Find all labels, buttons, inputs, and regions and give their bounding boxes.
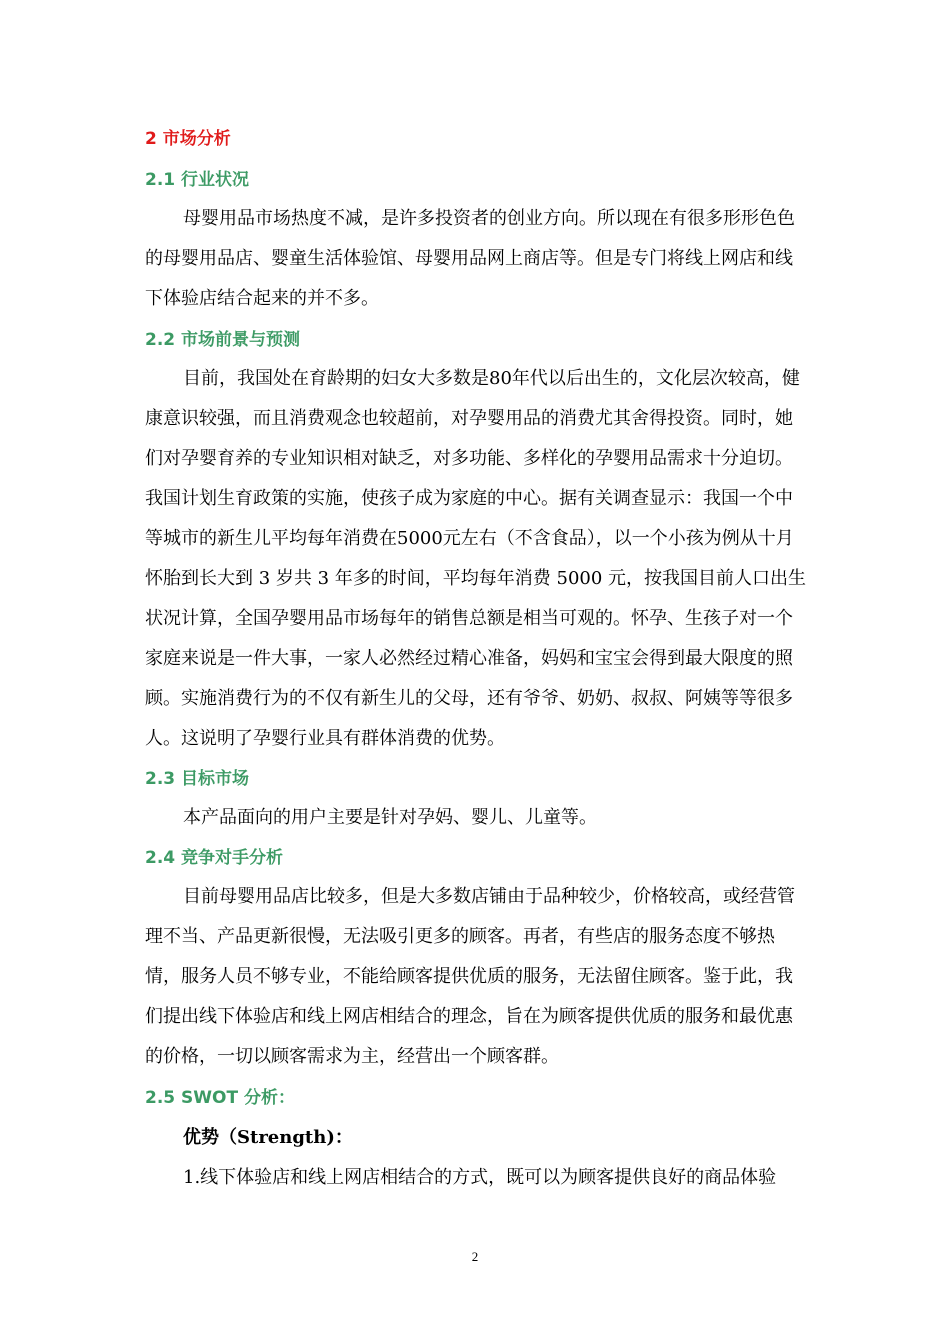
paragraph: 目前，我国处在育龄期的妇女大多数是80年代以后出生的，文化层次较高，健康意识较强，而且消费观念也较超前，对孕婴用品的消费尤其舍得投资。同时，她们对孕婴育养的专业知识相对缺乏，对多功能、多样化的孕婴用品需求十分迫切。我国计划生育政策的实施，使孩子成为家庭的中心。据有关调查显示：我国一个中等城市的新生儿平均每年消费在5000元左右（不含食品），以一个小孩为例从十月怀胎到长大到 3 岁共 3 年多的时间，平均每年消费 5000 元，按我国目前人口出生状况计算，全国孕婴用品市场每年的销售总额是相当可观的。怀孕、生孩子对一个家庭来说是一件大事，一家人必然经过精心准备，妈妈和宝宝会得到最大限度的照顾。实施消费行为的不仅有新生儿的父母，还有爷爷、奶奶、叔叔、阿姨等等很多人。这说明了孕婴行业具有群体消费的优势。: [145, 368, 807, 749]
section-heading: 2 市场分析: [145, 129, 231, 149]
swot-strength-heading: 优势（Strength)：: [183, 1127, 353, 1148]
page-number: 2: [471, 1249, 479, 1264]
subsection-heading: 2.5 SWOT 分析：: [145, 1088, 295, 1108]
list-item: 1.线下体验店和线上网店相结合的方式，既可以为顾客提供良好的商品体验: [183, 1167, 777, 1188]
paragraph: 目前母婴用品店比较多，但是大多数店铺由于品种较少，价格较高，或经营管理不当、产品更新很慢，无法吸引更多的顾客。再者，有些店的服务态度不够热情，服务人员不够专业，不能给顾客提供优质的服务，无法留住顾客。鉴于此，我们提出线下体验店和线上网店相结合的理念，旨在为顾客提供优质的服务和最优惠的价格，一切以顾客需求为主，经营出一个顾客群。: [145, 886, 795, 1067]
paragraph: 本产品面向的用户主要是针对孕妈、婴儿、儿童等。: [183, 807, 597, 828]
paragraph: 母婴用品市场热度不减，是许多投资者的创业方向。所以现在有很多形形色色的母婴用品店、婴童生活体验馆、母婴用品网上商店等。但是专门将线上网店和线下体验店结合起来的并不多。: [145, 208, 795, 309]
subsection-heading: 2.4 竞争对手分析: [145, 848, 284, 868]
subsection-heading: 2.2 市场前景与预测: [145, 330, 301, 350]
subsection-heading: 2.1 行业状况: [145, 170, 250, 190]
subsection-heading: 2.3 目标市场: [145, 769, 250, 789]
